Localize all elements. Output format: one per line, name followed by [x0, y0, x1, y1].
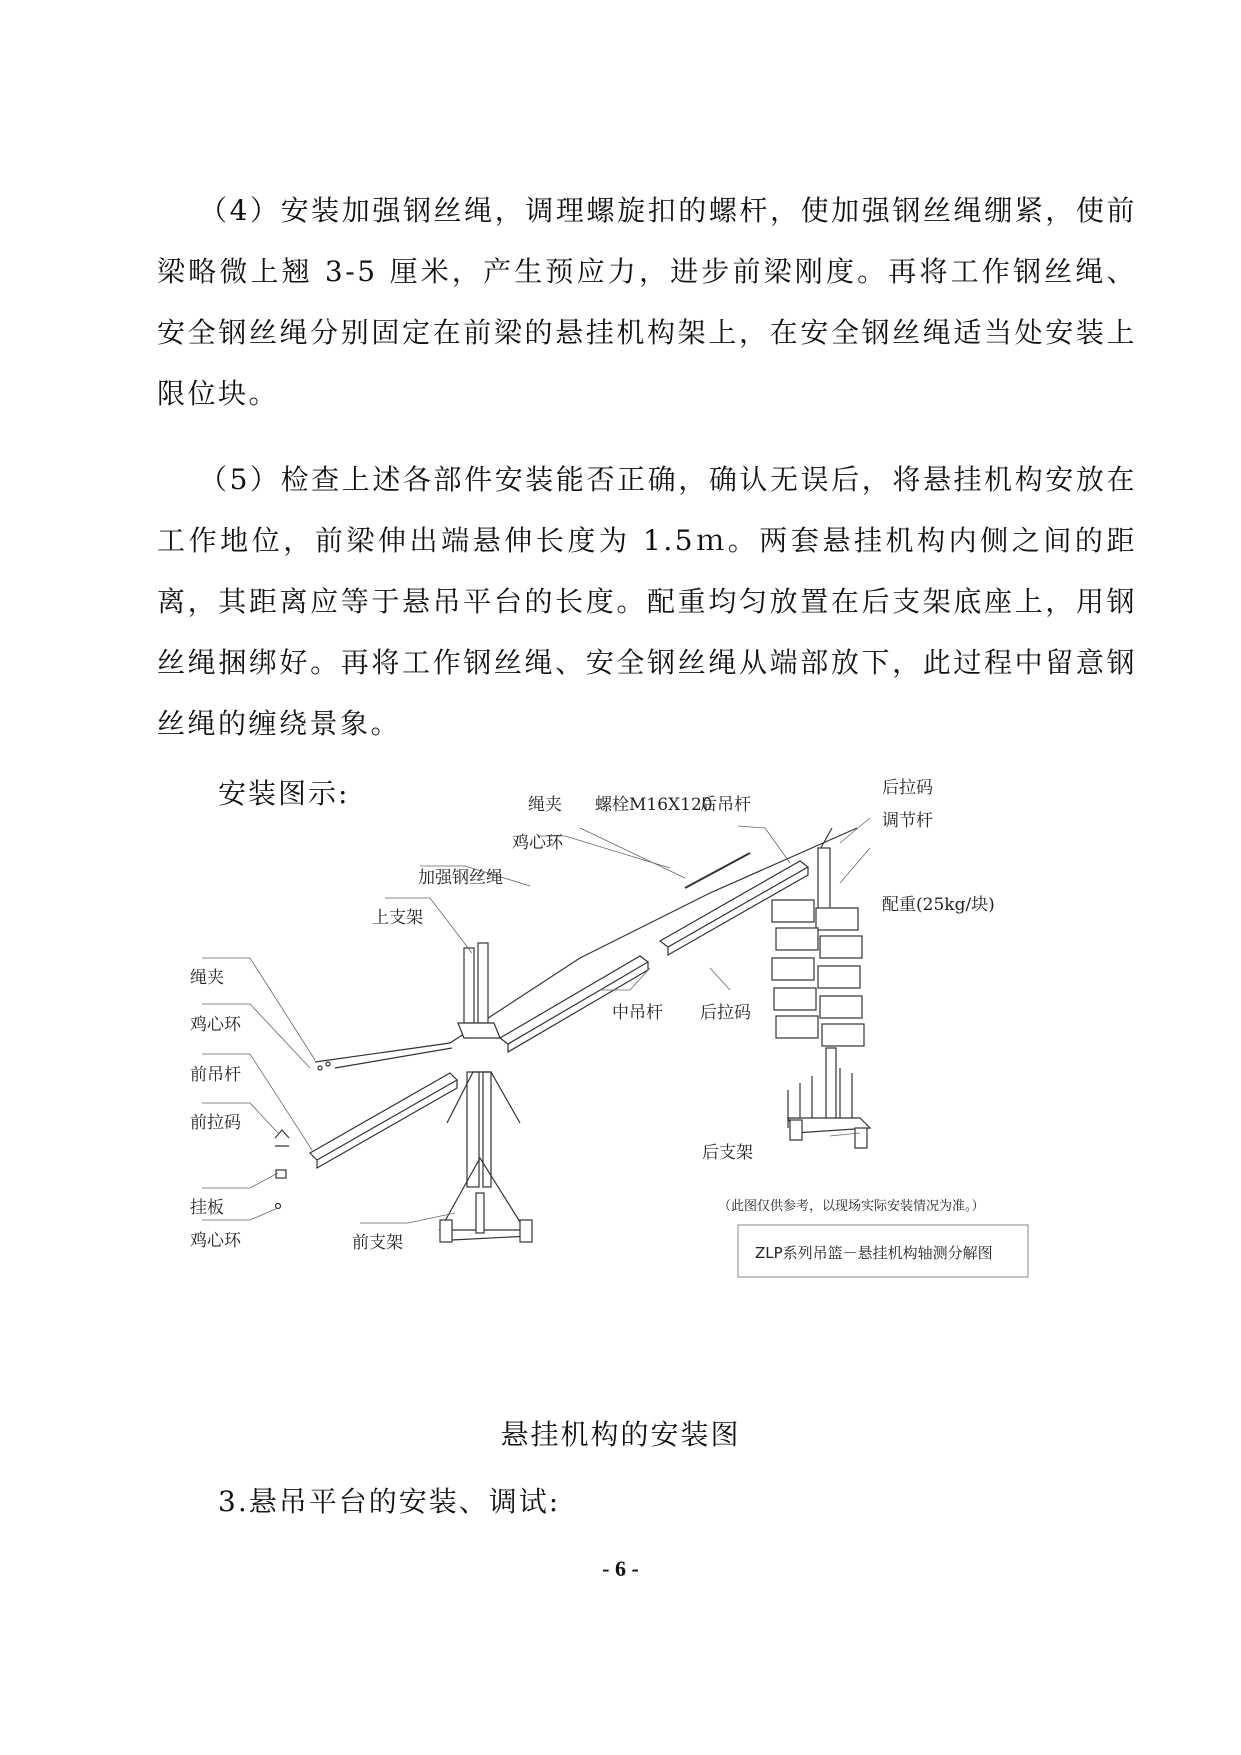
label-hang-plate: 挂板 — [190, 1198, 224, 1218]
label-counterweight: 配重(25kg/块) — [882, 895, 995, 915]
counterweight-blocks — [772, 900, 864, 1046]
paragraph-step-5: （5）检查上述各部件安装能否正确，确认无误后，将悬挂机构安放在工作地位，前梁伸出端悬伸长度为 1.5ｍ。两套悬挂机构内侧之间的距离，其距离应等于悬吊平台的长度。配重均匀放置在后支架底座上，用钢丝绳捆绑好。再将工作钢丝绳、安全钢丝绳从端部放下，此过程中留意钢丝绳的缠绕景象。 — [157, 463, 1137, 740]
diagram-title: ZLP系列吊篮－悬挂机构轴测分解图 — [755, 1244, 993, 1262]
figure-intro: 安装图示: — [218, 777, 350, 810]
paragraph-step-4: （4）安装加强钢丝绳，调理螺旋扣的螺杆，使加强钢丝绳绷紧，使前梁略微上翘 3-5 厘米，产生预应力，进步前梁刚度。再将工作钢丝绳、安全钢丝绳分别固定在前梁的悬挂机构架上，在安全钢丝绳适当处安装上限位块。 — [157, 194, 1137, 410]
page-number: - 6 - — [602, 1556, 639, 1581]
label-rope-clip-left: 绳夹 — [190, 968, 224, 988]
figure-caption: 悬挂机构的安装图 — [500, 1418, 741, 1451]
label-rear-pull-code-mid: 后拉码 — [700, 1003, 751, 1023]
label-rear-pull-code-top: 后拉码 — [882, 778, 933, 798]
label-rope-clip-top: 绳夹 — [528, 795, 562, 815]
label-front-pull-code: 前拉码 — [190, 1113, 241, 1133]
label-reinforce-rope: 加强钢丝绳 — [418, 868, 503, 888]
diagram-note: （此图仅供参考，以现场实际安装情况为准。） — [718, 1199, 985, 1214]
front-bracket-shape — [440, 1072, 532, 1242]
label-rear-hanger: 后吊杆 — [700, 795, 751, 815]
middle-hanger-beam — [500, 956, 648, 1044]
section-heading: 3.悬吊平台的安装、调试: — [218, 1485, 561, 1518]
label-adjust-rod: 调节杆 — [882, 811, 933, 831]
label-thimble-top: 鸡心环 — [512, 833, 563, 853]
label-front-bracket: 前支架 — [352, 1233, 403, 1253]
label-thimble-left: 鸡心环 — [190, 1015, 241, 1035]
label-middle-hanger: 中吊杆 — [612, 1003, 663, 1023]
front-hanger-beam — [310, 1073, 457, 1160]
label-rear-bracket: 后支架 — [702, 1143, 753, 1163]
label-bolt: 螺栓M16X120 — [595, 795, 713, 815]
label-thimble-bottom: 鸡心环 — [190, 1231, 241, 1251]
label-front-hanger: 前吊杆 — [190, 1065, 241, 1085]
upper-bracket-shape — [458, 943, 500, 1038]
label-upper-bracket: 上支架 — [372, 908, 423, 928]
